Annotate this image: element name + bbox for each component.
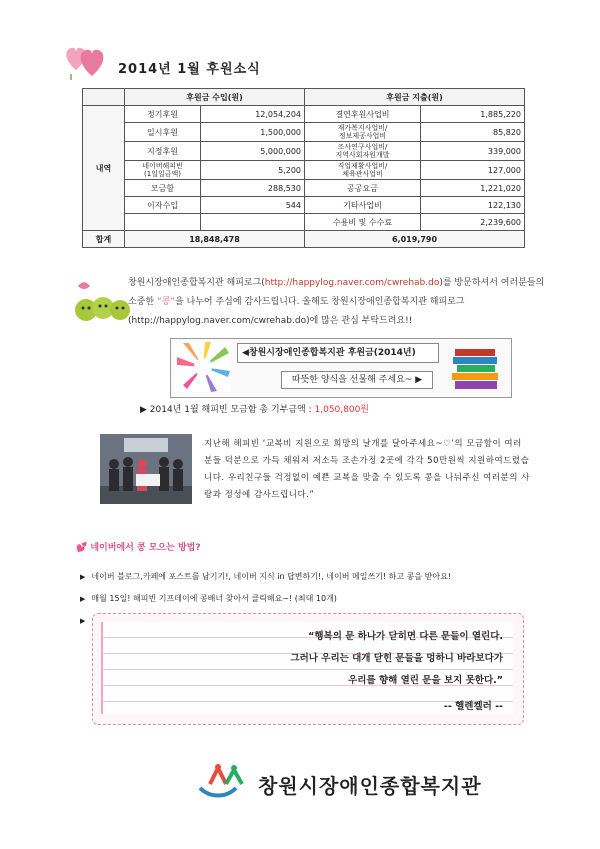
thanks-text: 을 나누어 주심에 감사드립니다. 올해도 창원시장애인종합복지관 해피로그( xyxy=(128,297,465,326)
happylog-link[interactable]: http://happylog.naver.com/cwrehab.do xyxy=(264,278,440,288)
donation-table xyxy=(82,88,525,248)
banner-graphic-icon xyxy=(175,342,231,392)
thanks-text: 창원시장애인종합복지관 해피로그( xyxy=(128,278,265,288)
triangle-bullet-icon: ▶ xyxy=(80,595,86,603)
quote-text xyxy=(233,626,503,718)
income-value: 5,200 xyxy=(201,161,305,180)
total-income: 18,848,478 xyxy=(125,231,305,248)
method-title xyxy=(76,540,201,553)
income-value: 12,054,204 xyxy=(201,106,305,123)
expense-label: 재가복지사업비/ 정보제공사업비 xyxy=(305,123,421,142)
category-label: 내역 xyxy=(83,106,125,231)
quote-line: 우리를 향해 열린 문을 보지 못한다.” xyxy=(348,675,503,686)
income-value xyxy=(201,214,305,231)
photo-caption: 지난해 해피빈 ‘교복비 지원으로 희망의 날개를 달아주세요~♡’의 모금함이 여러분들 덕분으로 가득 채워져 저소득 조손가정 2곳에 각각 50만원씩 지원하여드렸습니다. 우리친구들 걱정없이 예쁜 교복을 맞출 수 있도록 콩을 나눠주신 여러분의 사랑과 정성에 감사드립니다.” xyxy=(204,439,530,500)
triangle-bullet-icon: ▶ xyxy=(80,617,86,625)
organization-name: 창원시장애인종합복지관 xyxy=(258,774,482,798)
method-title-text: 네이버에서 콩 모으는 방법? xyxy=(90,543,201,553)
header-corner xyxy=(83,89,125,106)
income-header: 후원금 수입(원) xyxy=(125,89,305,106)
income-value: 1,500,000 xyxy=(201,123,305,142)
expense-label: 기타사업비 xyxy=(305,197,421,214)
thanks-text: )를 방문하셔서 여러분들의 소중한 xyxy=(128,278,545,307)
hearts-icon xyxy=(62,40,108,80)
quote-line: “행복의 문 하나가 닫히면 다른 문들이 열린다. xyxy=(308,631,503,642)
total-amount: 1,050,800원 xyxy=(314,405,369,415)
expense-value: 1,221,020 xyxy=(421,180,525,197)
income-value: 544 xyxy=(201,197,305,214)
lined-paper xyxy=(101,622,513,714)
total-label: 합계 xyxy=(83,231,125,248)
small-hearts-icon: 💕 xyxy=(76,543,91,553)
total-expense: 6,019,790 xyxy=(305,231,525,248)
books-icon xyxy=(449,343,501,393)
expense-value: 122,130 xyxy=(421,197,525,214)
income-label: 네이버해피빈 (1일일금액) xyxy=(125,161,201,180)
expense-value: 339,000 xyxy=(421,142,525,161)
page-title: 2014년 1월 후원소식 xyxy=(118,62,261,77)
quote-author: -- 헬렌켈러 -- xyxy=(443,701,503,712)
expense-label: 직업재활사업비/ 체육관사업비 xyxy=(305,161,421,180)
list-item xyxy=(80,588,570,610)
quote-card xyxy=(92,613,524,725)
pea-characters-icon xyxy=(72,278,132,328)
list-item xyxy=(80,566,570,588)
happybean-total xyxy=(140,402,369,415)
donation-banner[interactable] xyxy=(170,338,512,398)
banner-subtitle: 따뜻한 양식을 선물해 주세요~ ▶ xyxy=(281,371,433,389)
happylog-link[interactable]: http://happylog.naver.com/cwrehab.do xyxy=(131,316,307,326)
quote-line: 그러나 우리는 대개 닫힌 문들을 멍하니 바라보다가 xyxy=(290,653,503,664)
list-item-text: 매월 15일! 해피빈 기프데이에 콩배너 찾아서 클릭해요~! (최대 10개) xyxy=(91,594,337,603)
income-value: 5,000,000 xyxy=(201,142,305,161)
organization-logo-icon xyxy=(196,762,254,800)
income-label: 정기후원 xyxy=(125,106,201,123)
expense-value: 2,239,600 xyxy=(421,214,525,231)
thanks-text: )에 많은 관심 부탁드려요!! xyxy=(306,316,413,326)
income-label: 이자수입 xyxy=(125,197,201,214)
expense-header: 후원금 지출(원) xyxy=(305,89,525,106)
income-label xyxy=(125,214,201,231)
thanks-paragraph xyxy=(128,274,548,331)
expense-value: 85,820 xyxy=(421,123,525,142)
list-item-text: 네이버 블로그,카페에 포스트를 남기기!, 네이버 지식 in 답변하기!, 네이버 메일쓰기! 하고 콩을 받아요! xyxy=(91,572,452,581)
income-value: 288,530 xyxy=(201,180,305,197)
expense-label: 조사연구사업비/ 지역사회자원개발 xyxy=(305,142,421,161)
income-label: 지정후원 xyxy=(125,142,201,161)
kong-mark: “콩” xyxy=(156,297,175,307)
income-label: 일시후원 xyxy=(125,123,201,142)
triangle-bullet-icon: ▶ xyxy=(80,573,86,581)
total-label: ▶ 2014년 1월 해피빈 모금함 총 기부금액 : xyxy=(140,405,315,415)
expense-value: 127,000 xyxy=(421,161,525,180)
expense-value: 1,885,220 xyxy=(421,106,525,123)
expense-label: 공공요금 xyxy=(305,180,421,197)
ceremony-photo xyxy=(100,434,192,504)
income-label: 모금함 xyxy=(125,180,201,197)
expense-label: 결연후원사업비 xyxy=(305,106,421,123)
banner-title: ◀창원시장애인종합복지관 후원금(2014년) xyxy=(237,343,439,363)
expense-label: 수용비 및 수수료 xyxy=(305,214,421,231)
